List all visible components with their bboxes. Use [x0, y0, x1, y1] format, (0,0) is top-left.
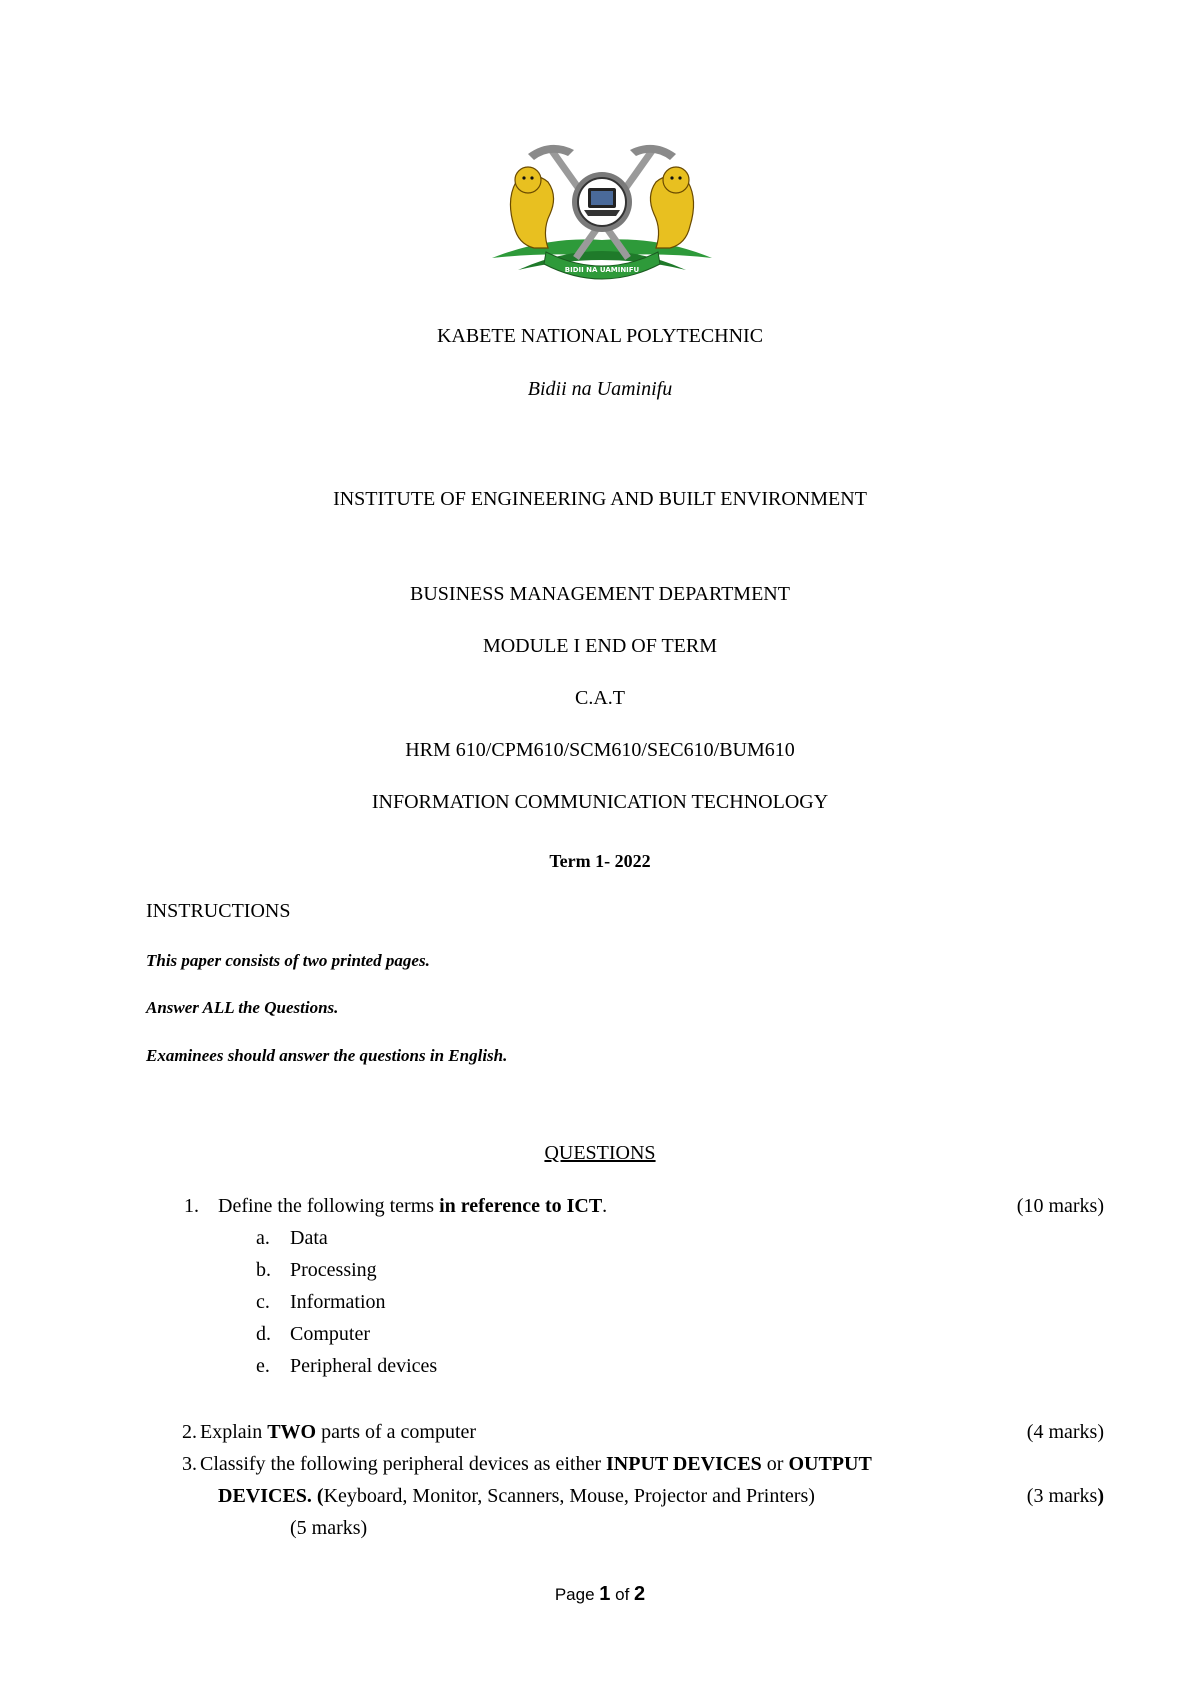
question-2-number: 2.: [182, 1421, 197, 1443]
course-codes: HRM 610/CPM610/SCM610/SEC610/BUM610: [405, 739, 795, 761]
subitem-letter: e.: [256, 1355, 270, 1377]
department-name: BUSINESS MANAGEMENT DEPARTMENT: [410, 583, 790, 605]
question-1-number: 1.: [184, 1195, 199, 1217]
instructions-heading: INSTRUCTIONS: [146, 900, 291, 922]
subitem-letter: b.: [256, 1259, 271, 1281]
institution-motto: Bidii na Uaminifu: [527, 378, 673, 400]
question-3-text-line1: Classify the following peripheral devices as either INPUT DEVICES or OUTPUT: [200, 1453, 872, 1475]
questions-heading: QUESTIONS: [544, 1142, 656, 1164]
subitem-text: Data: [290, 1227, 328, 1249]
question-2-text: Explain TWO parts of a computer: [200, 1421, 477, 1443]
subject-title: INFORMATION COMMUNICATION TECHNOLOGY: [371, 791, 829, 813]
institution-name: KABETE NATIONAL POLYTECHNIC: [436, 325, 764, 347]
question-2-marks: (4 marks): [1026, 1421, 1104, 1443]
subitem-text: Information: [290, 1291, 386, 1313]
question-1-text: Define the following terms in reference to ICT.: [218, 1195, 608, 1217]
instruction-item: Examinees should answer the questions in English.: [146, 1046, 508, 1065]
subitem-letter: d.: [256, 1323, 271, 1345]
instruction-item: This paper consists of two printed pages.: [146, 951, 430, 970]
page-footer: Page 1 of 2: [554, 1583, 646, 1605]
question-1-marks: (10 marks): [1016, 1195, 1104, 1217]
exam-type: C.A.T: [575, 687, 625, 709]
question-3-text-line2: DEVICES. (Keyboard, Monitor, Scanners, Mouse, Projector and Printers): [218, 1485, 815, 1507]
instruction-item: Answer ALL the Questions.: [146, 998, 339, 1017]
question-3-marks: (3 marks): [1026, 1485, 1104, 1507]
institute-name: INSTITUTE OF ENGINEERING AND BUILT ENVIRONMENT: [333, 488, 867, 510]
crest-banner-text: BIDII NA UAMINIFU: [564, 266, 640, 274]
subitem-text: Processing: [290, 1259, 377, 1281]
subitem-letter: a.: [256, 1227, 270, 1249]
polytechnic-crest-logo: [488, 140, 716, 300]
subitem-text: Computer: [290, 1323, 370, 1345]
module-title: MODULE I END OF TERM: [482, 635, 718, 657]
subitem-letter: c.: [256, 1291, 270, 1313]
subitem-text: Peripheral devices: [290, 1355, 438, 1377]
question-3-extra-marks: (5 marks): [290, 1517, 368, 1539]
term-label: Term 1- 2022: [549, 851, 651, 871]
question-3-number: 3.: [182, 1453, 197, 1475]
